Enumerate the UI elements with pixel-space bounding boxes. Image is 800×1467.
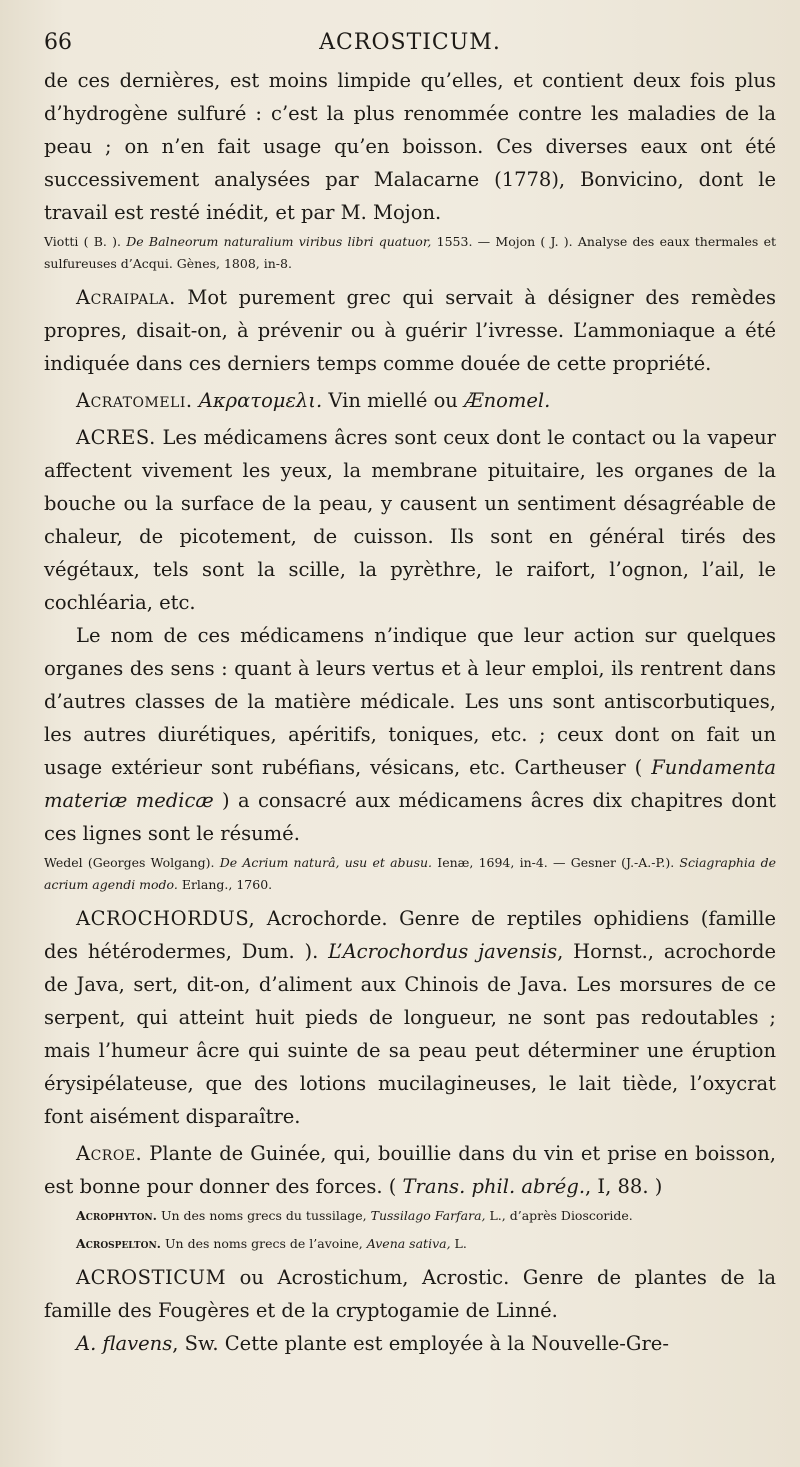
headword: Acratomeli.	[76, 389, 193, 412]
entry-acroe: Acroe. Plante de Guinée, qui, bouillie dans du vin et prise en boisson, est bonne pour donner des forces. ( Trans. phil. abrég., I, 88. )	[44, 1142, 776, 1198]
entry-acres: ACRES. Les médicamens âcres sont ceux dont le contact ou la vapeur affectent vivement les yeux, la membrane pituitaire, les organes de la bouche ou la surface de la peau, y causent un sentiment désagréable de chaleur, de picotement, de cuisson. Ils sont en général tirés des végétaux, tels sont la scille, la pyrèthre, le raifort, l’ognon, l’ail, le cochléaria, etc.	[44, 426, 776, 614]
headword: Acrospelton.	[76, 1236, 162, 1251]
entry-acrochordus: ACROCHORDUS, Acrochorde. Genre de reptiles ophidiens (famille des hétérodermes, Dum. ). L’Acrochordus javensis, Hornst., acrochorde de Java, sert, dit-on, d’aliment aux Chinois de Java. Les morsures de ce serpent, qui atteint huit pieds de longueur, ne sont pas redoutables ; mais l’humeur âcre qui suinte de sa peau peut déterminer une éruption érysipélateuse, que des lotions mucilagineuses, le lait tiède, l’oxycrat font aisément disparaître.	[44, 907, 777, 1128]
running-title: ACROSTICUM.	[319, 30, 501, 55]
bibliography-reference: Viotti ( B. ). De Balneorum naturalium viribus libri quatuor, 1553. — Mojon ( J. ). Analyse des eaux thermales et sulfureuses d’Acqui. Gènes, 1808, in-8.	[44, 234, 777, 271]
page-body	[44, 64, 776, 1360]
headword: ACROCHORDUS,	[76, 907, 256, 930]
headword: Acraipala.	[76, 286, 176, 309]
entry-acratomeli: Acratomeli. Ακρατομελι. Vin miellé ou Ænomel.	[76, 389, 551, 412]
running-head	[44, 22, 776, 64]
bibliography-reference: Wedel (Georges Wolgang). De Acrium naturâ, usu et abusu. Ienæ, 1694, in-4. — Gesner (J.-A.-P.). Sciagraphia de acrium agendi modo. Erlang., 1760.	[44, 855, 776, 892]
entry-acres-paragraph-2: Le nom de ces médicamens n’indique que leur action sur quelques organes des sens : quant à leurs vertus et à leur emploi, ils rentrent dans d’autres classes de la matière médicale. Les uns sont antiscorbutiques, les autres diurétiques, apéritifs, toniques, etc. ; ceux dont on fait un usage extérieur sont rubéfians, vésicans, etc. Cartheuser ( Fundamenta materiæ medicæ ) a consacré aux médicamens âcres dix chapitres dont ces lignes sont le résumé.	[44, 624, 776, 845]
page-number: 66	[44, 30, 72, 55]
entry-acrosticum-species: A. flavens, Sw. Cette plante est employée à la Nouvelle-Gre-	[76, 1332, 669, 1355]
entry-acrophyton: Acrophyton. Un des noms grecs du tussilage, Tussilago Farfara, L., d’après Dioscoride.	[76, 1208, 633, 1223]
headword: Acroe.	[76, 1142, 143, 1165]
species-name: A. flavens	[76, 1332, 173, 1355]
greek-term: Ακρατομελι.	[192, 389, 323, 412]
headword: ACROSTICUM	[76, 1266, 227, 1289]
entry-acraipala: Acraipala. Mot purement grec qui servait à désigner des remèdes propres, disait-on, à prévenir ou à guérir l’ivresse. L’ammoniaque a été indiquée dans ces derniers temps comme douée de cette propriété.	[44, 286, 776, 375]
entry-acrosticum: ACROSTICUM ou Acrostichum, Acrostic. Genre de plantes de la famille des Fougères et de la cryptogamie de Linné.	[44, 1266, 776, 1322]
headword: ACRES.	[76, 426, 156, 449]
headword: Acrophyton.	[76, 1208, 157, 1223]
continued-paragraph: de ces dernières, est moins limpide qu’elles, et contient deux fois plus d’hydrogène sulfuré : c’est la plus renommée contre les maladies de la peau ; on n’en fait usage qu’en boisson. Ces diverses eaux ont été successivement analysées par Malacarne (1778), Bonvicino, dont le travail est resté inédit, et par M. Mojon.	[44, 69, 776, 224]
entry-acrospelton: Acrospelton. Un des noms grecs de l’avoine, Avena sativa, L.	[76, 1236, 467, 1251]
